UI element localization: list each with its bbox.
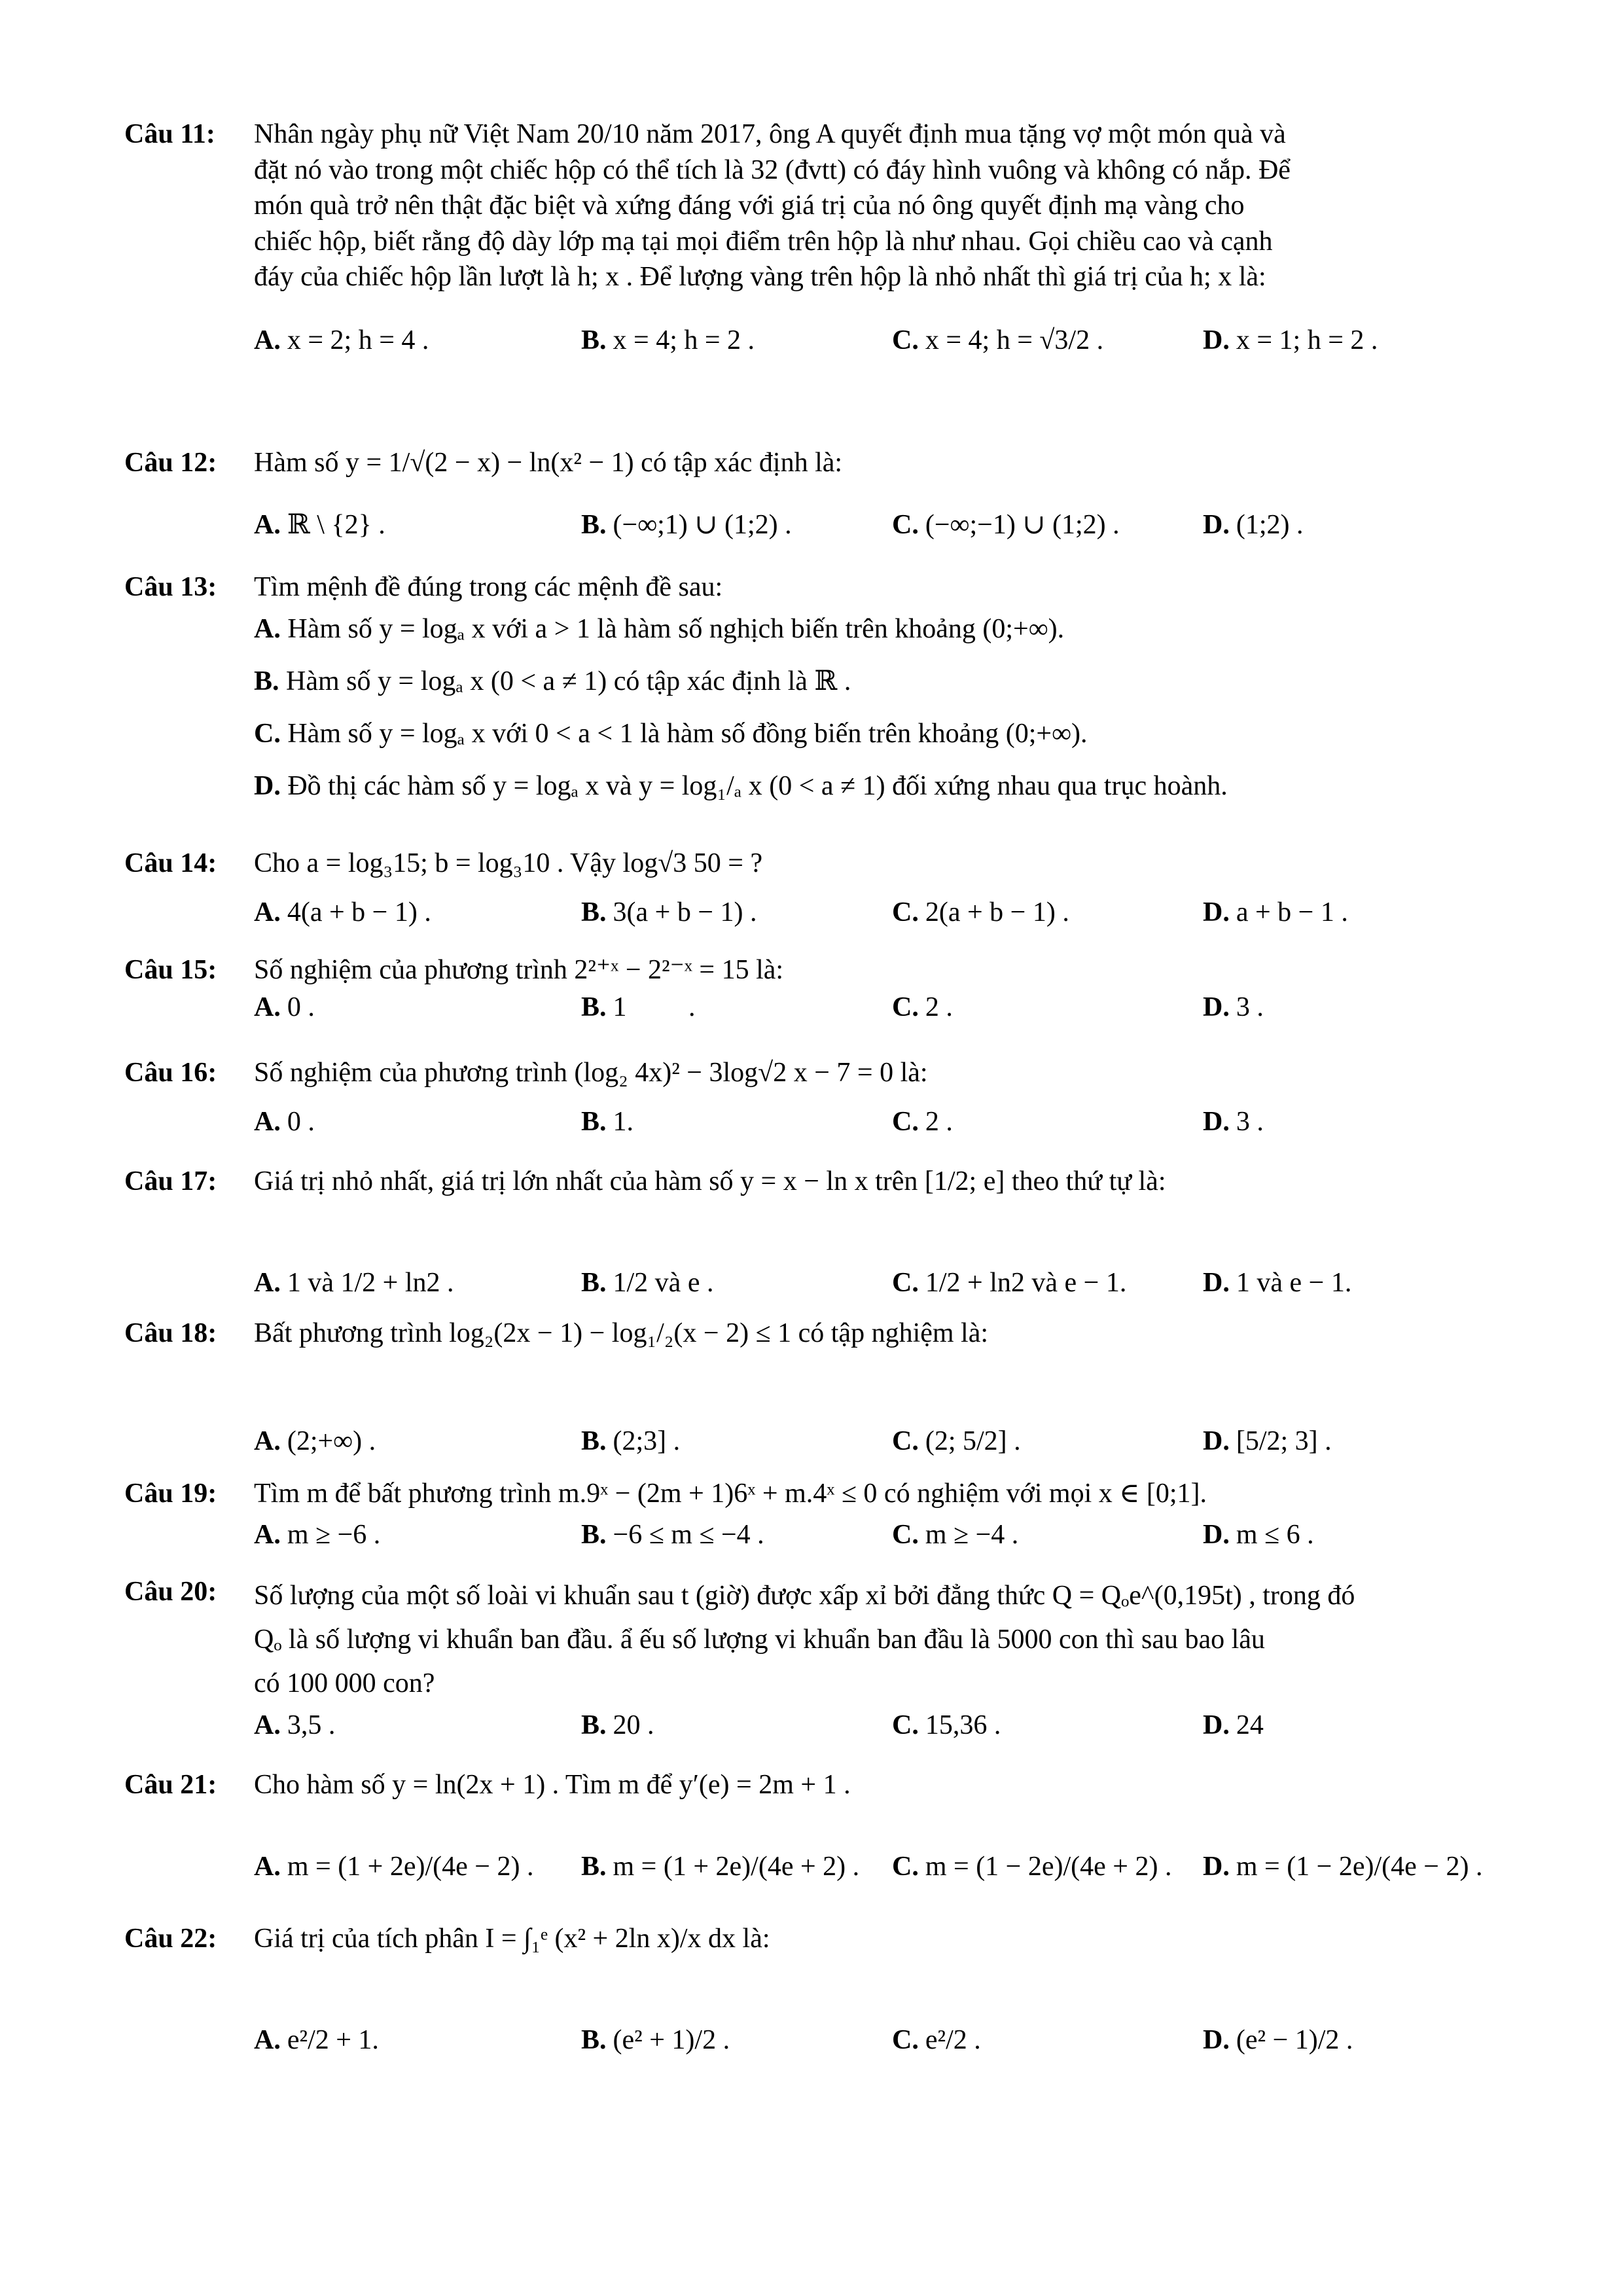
option-c: C. 2 . [892,1106,953,1137]
question-label: Câu 18: [124,1318,217,1348]
option-d: D. x = 1; h = 2 . [1203,325,1378,355]
option-b: B. m = (1 + 2e)/(4e + 2) . [581,1851,860,1882]
option-c: C. 15,36 . [892,1710,1001,1740]
option-a: A. x = 2; h = 4 . [254,325,429,355]
option-c: C. x = 4; h = √3/2 . [892,325,1104,355]
question-stem: Tìm m để bất phương trình m.9ˣ − (2m + 1)6ˣ + m.4ˣ ≤ 0 có nghiệm với mọi x ∈ [0;1]. [254,1479,1207,1509]
question-label: Câu 16: [124,1058,217,1088]
option-a: A. 0 . [254,1106,315,1137]
option-a: A. m ≥ −6 . [254,1519,381,1550]
question-15 [124,952,1525,1029]
question-stem: Cho a = log₃15; b = log₃10 . Vậy log√3 50 = ? [254,848,763,878]
question-text-line: chiếc hộp, biết rằng độ dày lớp mạ tại mọi điểm trên hộp là như nhau. Gọi chiều cao và cạnh [254,226,1273,257]
option-b: B. x = 4; h = 2 . [581,325,755,355]
question-stem: Số nghiệm của phương trình 2²⁺ˣ − 2²⁻ˣ = 15 là: [254,955,784,985]
question-label: Câu 21: [124,1770,217,1800]
option-d: D. 1 và e − 1. [1203,1267,1352,1298]
question-label: Câu 12: [124,448,217,478]
option-d: D. a + b − 1 . [1203,897,1348,927]
option-d: D. [5/2; 3] . [1203,1426,1332,1456]
option-d: D. m ≤ 6 . [1203,1519,1314,1550]
question-21 [124,1767,1525,1888]
option-d: D. m = (1 − 2e)/(4e − 2) . [1203,1851,1483,1882]
question-stem: Hàm số y = 1/√(2 − x) − ln(x² − 1) có tập xác định là: [254,448,843,478]
option-c: C. 2 . [892,992,953,1022]
question-label: Câu 14: [124,848,217,878]
question-stem: Bất phương trình log₂(2x − 1) − log₁/₂(x − 2) ≤ 1 có tập nghiệm là: [254,1318,989,1348]
question-text-line: Số lượng của một số loài vi khuẩn sau t (giờ) được xấp xỉ bởi đẳng thức Q = Qₒe^(0,195t) , trong đó [254,1581,1355,1611]
option-d: D. 24 [1203,1710,1264,1740]
question-label: Câu 17: [124,1166,217,1196]
question-19 [124,1476,1525,1556]
question-stem: Giá trị nhỏ nhất, giá trị lớn nhất của hàm số y = x − ln x trên [1/2; e] theo thứ tự là: [254,1166,1166,1196]
question-text-line: Qₒ là số lượng vi khuẩn ban đầu. ẩ ếu số lượng vi khuẩn ban đầu là 5000 con thì sau bao lâu [254,1624,1265,1655]
statement-a: A. Hàm số y = logₐ x với a > 1 là hàm số nghịch biến trên khoảng (0;+∞). [254,613,1065,644]
question-label: Câu 19: [124,1479,217,1509]
option-b: B. 20 . [581,1710,654,1740]
option-a: A. e²/2 + 1. [254,2024,379,2055]
statement-d: D. Đồ thị các hàm số y = logₐ x và y = log₁/ₐ x (0 < a ≠ 1) đối xứng nhau qua trục hoành. [254,770,1228,801]
question-label: Câu 11: [124,119,215,149]
option-d: D. 3 . [1203,992,1264,1022]
option-b: B. (−∞;1) ∪ (1;2) . [581,509,792,540]
question-20 [124,1574,1525,1747]
option-c: C. (−∞;−1) ∪ (1;2) . [892,509,1120,540]
option-c: C. m = (1 − 2e)/(4e + 2) . [892,1851,1172,1882]
question-16 [124,1055,1525,1143]
statement-b: B. Hàm số y = logₐ x (0 < a ≠ 1) có tập xác định là ℝ . [254,666,851,696]
question-22 [124,1921,1525,2062]
option-b: B. (e² + 1)/2 . [581,2024,730,2055]
question-label: Câu 13: [124,572,217,602]
option-a: A. 1 và 1/2 + ln2 . [254,1267,454,1298]
option-d: D. (1;2) . [1203,509,1304,540]
option-b: B. (2;3] . [581,1426,681,1456]
question-stem: Tìm mệnh đề đúng trong các mệnh đề sau: [254,572,723,602]
option-a: A. m = (1 + 2e)/(4e − 2) . [254,1851,534,1882]
question-label: Câu 22: [124,1924,217,1954]
question-13 [124,569,1525,821]
option-b: B. 1 . [581,992,696,1022]
option-b: B. 3(a + b − 1) . [581,897,757,927]
question-18 [124,1316,1525,1463]
option-c: C. e²/2 . [892,2024,981,2055]
option-a: A. (2;+∞) . [254,1426,376,1456]
question-12 [124,445,1525,547]
question-11 [124,117,1525,362]
question-stem: Cho hàm số y = ln(2x + 1) . Tìm m để y′(e) = 2m + 1 . [254,1770,851,1800]
option-c: C. 2(a + b − 1) . [892,897,1069,927]
question-stem: Số nghiệm của phương trình (log₂ 4x)² − 3log√2 x − 7 = 0 là: [254,1058,928,1088]
option-c: C. 1/2 + ln2 và e − 1. [892,1267,1127,1298]
question-text-line: món quà trở nên thật đặc biệt và xứng đáng với giá trị của nó ông quyết định mạ vàng cho [254,190,1245,221]
option-c: C. (2; 5/2] . [892,1426,1021,1456]
option-d: D. 3 . [1203,1106,1264,1137]
option-d: D. (e² − 1)/2 . [1203,2024,1353,2055]
question-17 [124,1164,1525,1304]
option-b: B. 1/2 và e . [581,1267,714,1298]
question-text-line: đặt nó vào trong một chiếc hộp có thể tích là 32 (đvtt) có đáy hình vuông và không có nắp. Để [254,154,1291,185]
question-14 [124,846,1525,934]
option-a: A. 3,5 . [254,1710,336,1740]
option-a: A. 0 . [254,992,315,1022]
question-text-line: có 100 000 con? [254,1668,435,1699]
question-text-line: đáy của chiếc hộp lần lượt là h; x . Để lượng vàng trên hộp là nhỏ nhất thì giá trị của h; x là: [254,262,1266,293]
option-a: A. ℝ \ {2} . [254,509,385,540]
option-a: A. 4(a + b − 1) . [254,897,431,927]
question-label: Câu 15: [124,955,217,985]
question-text-line: Nhân ngày phụ nữ Việt Nam 20/10 năm 2017, ông A quyết định mua tặng vợ một món quà và [254,119,1286,149]
statement-c: C. Hàm số y = logₐ x với 0 < a < 1 là hàm số đồng biến trên khoảng (0;+∞). [254,718,1088,749]
option-b: B. 1. [581,1106,634,1137]
question-stem: Giá trị của tích phân I = ∫₁ᵉ (x² + 2ln x)/x dx là: [254,1924,770,1954]
option-b: B. −6 ≤ m ≤ −4 . [581,1519,764,1550]
option-c: C. m ≥ −4 . [892,1519,1019,1550]
question-label: Câu 20: [124,1577,217,1607]
